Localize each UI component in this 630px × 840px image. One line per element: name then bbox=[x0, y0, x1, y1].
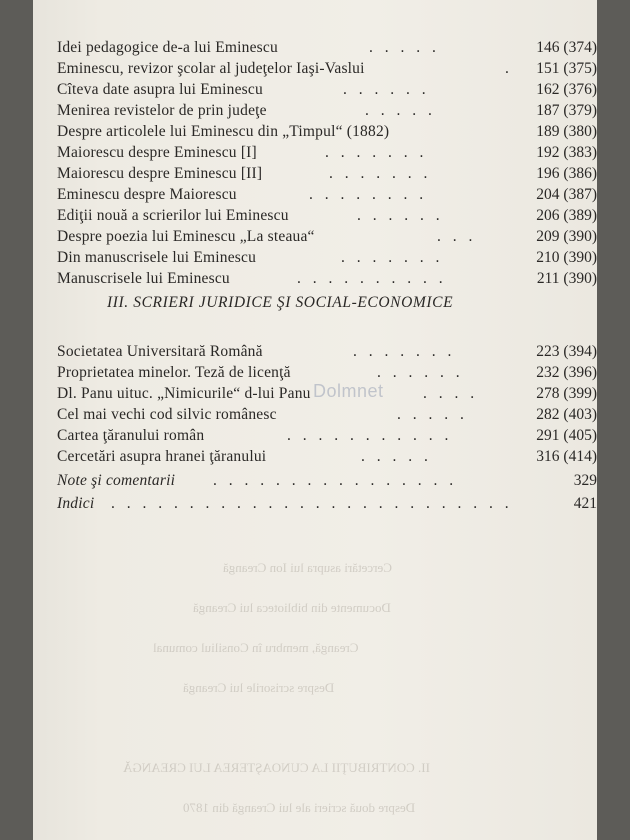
toc-entry-pages: 291 (405) bbox=[536, 427, 597, 444]
toc-entry-pages: 146 (374) bbox=[536, 39, 597, 56]
watermark-logo: Dolmnet bbox=[313, 381, 384, 401]
toc-entry-pages: 278 (399) bbox=[536, 385, 597, 402]
toc-entry-title: Maiorescu despre Eminescu [II] bbox=[57, 165, 263, 182]
toc-entry-title: Proprietatea minelor. Teză de licenţă bbox=[57, 364, 291, 381]
toc-entry-title: Despre articolele lui Eminescu din „Timpul“ (1882) bbox=[57, 123, 390, 140]
toc-entry bbox=[57, 80, 597, 100]
toc-entry bbox=[57, 248, 597, 268]
toc-entry-title: Indici bbox=[57, 495, 95, 512]
toc-entry-title: Cel mai vechi cod silvic românesc bbox=[57, 406, 277, 423]
leader-dots: . . . . . . . . . . . . . . . . bbox=[213, 472, 458, 489]
toc-entry-title: Eminescu despre Maiorescu bbox=[57, 186, 237, 203]
leader-dots: . . . . . . bbox=[343, 81, 430, 98]
toc-entry-pages: 206 (389) bbox=[536, 207, 597, 224]
toc-entry-pages: 187 (379) bbox=[536, 102, 597, 119]
book-page bbox=[33, 0, 597, 840]
toc-entry-pages: 192 (383) bbox=[536, 144, 597, 161]
toc-entry-title: Cîteva date asupra lui Eminescu bbox=[57, 81, 263, 98]
toc-entry-notes bbox=[57, 471, 597, 491]
toc-entry bbox=[57, 363, 597, 383]
leader-dots: . . . . . . bbox=[357, 207, 444, 224]
toc-entry-pages: 329 bbox=[573, 472, 597, 489]
leader-dots: . . . . . . . . . . . . . . . . . . . . . . . . . . bbox=[111, 495, 513, 512]
leader-dots: . . . . . . . bbox=[341, 249, 444, 266]
toc-entry-title: Ediţii nouă a scrierilor lui Eminescu bbox=[57, 207, 289, 224]
leader-dots: . . . . . bbox=[361, 448, 432, 465]
toc-entry bbox=[57, 101, 597, 121]
toc-entry-title: Eminescu, revizor şcolar al judeţelor Iaşi-Vaslui bbox=[57, 60, 365, 77]
toc-entry-pages: 189 (380) bbox=[536, 123, 597, 140]
leader-dots: . . . . . bbox=[369, 39, 440, 56]
toc-entry bbox=[57, 143, 597, 163]
toc-entry-title: Menirea revistelor de prin judeţe bbox=[57, 102, 267, 119]
toc-entry bbox=[57, 405, 597, 425]
leader-dots: . . . . . . . bbox=[325, 144, 428, 161]
toc-entry-title: Din manuscrisele lui Eminescu bbox=[57, 249, 257, 266]
toc-entry bbox=[57, 206, 597, 226]
toc-entry-title: Societatea Universitară Română bbox=[57, 343, 263, 360]
leader-dots: . . . . . bbox=[365, 102, 436, 119]
toc-entry-title: Note şi comentarii bbox=[57, 472, 176, 489]
toc-entry-pages: 421 bbox=[573, 495, 597, 512]
toc-entry-pages: 151 (375) bbox=[536, 60, 597, 77]
toc-entry bbox=[57, 38, 597, 58]
toc-entry-pages: 210 (390) bbox=[536, 249, 597, 266]
toc-entry-title: Dl. Panu uituc. „Nimicurile“ d-lui Panu bbox=[57, 385, 311, 402]
toc-entry-pages: 204 (387) bbox=[536, 186, 597, 203]
toc-entry-title: Idei pedagogice de-a lui Eminescu bbox=[57, 39, 278, 56]
toc-entry-pages: 316 (414) bbox=[536, 448, 597, 465]
toc-entry bbox=[57, 164, 597, 184]
section-heading: III. SCRIERI JURIDICE ŞI SOCIAL-ECONOMICE bbox=[107, 294, 454, 311]
toc-entry-pages: 282 (403) bbox=[536, 406, 597, 423]
toc-entry-index bbox=[57, 494, 597, 514]
toc-entry-title: Cercetări asupra hranei ţăranului bbox=[57, 448, 267, 465]
leader-dots: . . . . . bbox=[397, 406, 468, 423]
toc-entry-pages: 162 (376) bbox=[536, 81, 597, 98]
leader-dots: . . . . . . . . . . bbox=[297, 270, 447, 287]
leader-dots: . . . . . . . . . . . bbox=[287, 427, 453, 444]
toc-entry bbox=[57, 426, 597, 446]
toc-entry bbox=[57, 185, 597, 205]
toc-entry bbox=[57, 122, 597, 142]
toc-entry bbox=[57, 269, 597, 289]
toc-entry-title: Maiorescu despre Eminescu [I] bbox=[57, 144, 257, 161]
toc-entry-title: Despre poezia lui Eminescu „La steaua“ bbox=[57, 228, 315, 245]
toc-entry bbox=[57, 447, 597, 467]
leader-dots: . . . . . . . . bbox=[309, 186, 428, 203]
leader-dots: . bbox=[505, 60, 513, 77]
toc-entry bbox=[57, 59, 597, 79]
toc-entry-title: Cartea ţăranului român bbox=[57, 427, 205, 444]
leader-dots: . . . . . . bbox=[377, 364, 464, 381]
toc-entry-pages: 196 (386) bbox=[536, 165, 597, 182]
toc-entry-pages: 223 (394) bbox=[536, 343, 597, 360]
toc-entry-title: Manuscrisele lui Eminescu bbox=[57, 270, 230, 287]
toc-entry-pages: 209 (390) bbox=[536, 228, 597, 245]
toc-entry-pages: 232 (396) bbox=[536, 364, 597, 381]
toc-entry bbox=[57, 342, 597, 362]
bleed-through-text: Cercetări asupra lui Ion Creangă Documente din biblioteca lui Creangă Creangă, membru în Consiliul comunal Despre scrisorile lui Creangă II. CONTRIBUŢII LA CUNOAŞTEREA LUI CREANGĂ Despre două scrieri ale lui Creangă din 1870 bbox=[123, 560, 430, 815]
toc-entry-pages: 211 (390) bbox=[536, 270, 597, 287]
leader-dots: . . . . . . . bbox=[329, 165, 432, 182]
leader-dots: . . . bbox=[437, 228, 477, 245]
toc-entry bbox=[57, 227, 597, 247]
leader-dots: . . . . . . . bbox=[353, 343, 456, 360]
leader-dots: . . . . bbox=[423, 385, 479, 402]
